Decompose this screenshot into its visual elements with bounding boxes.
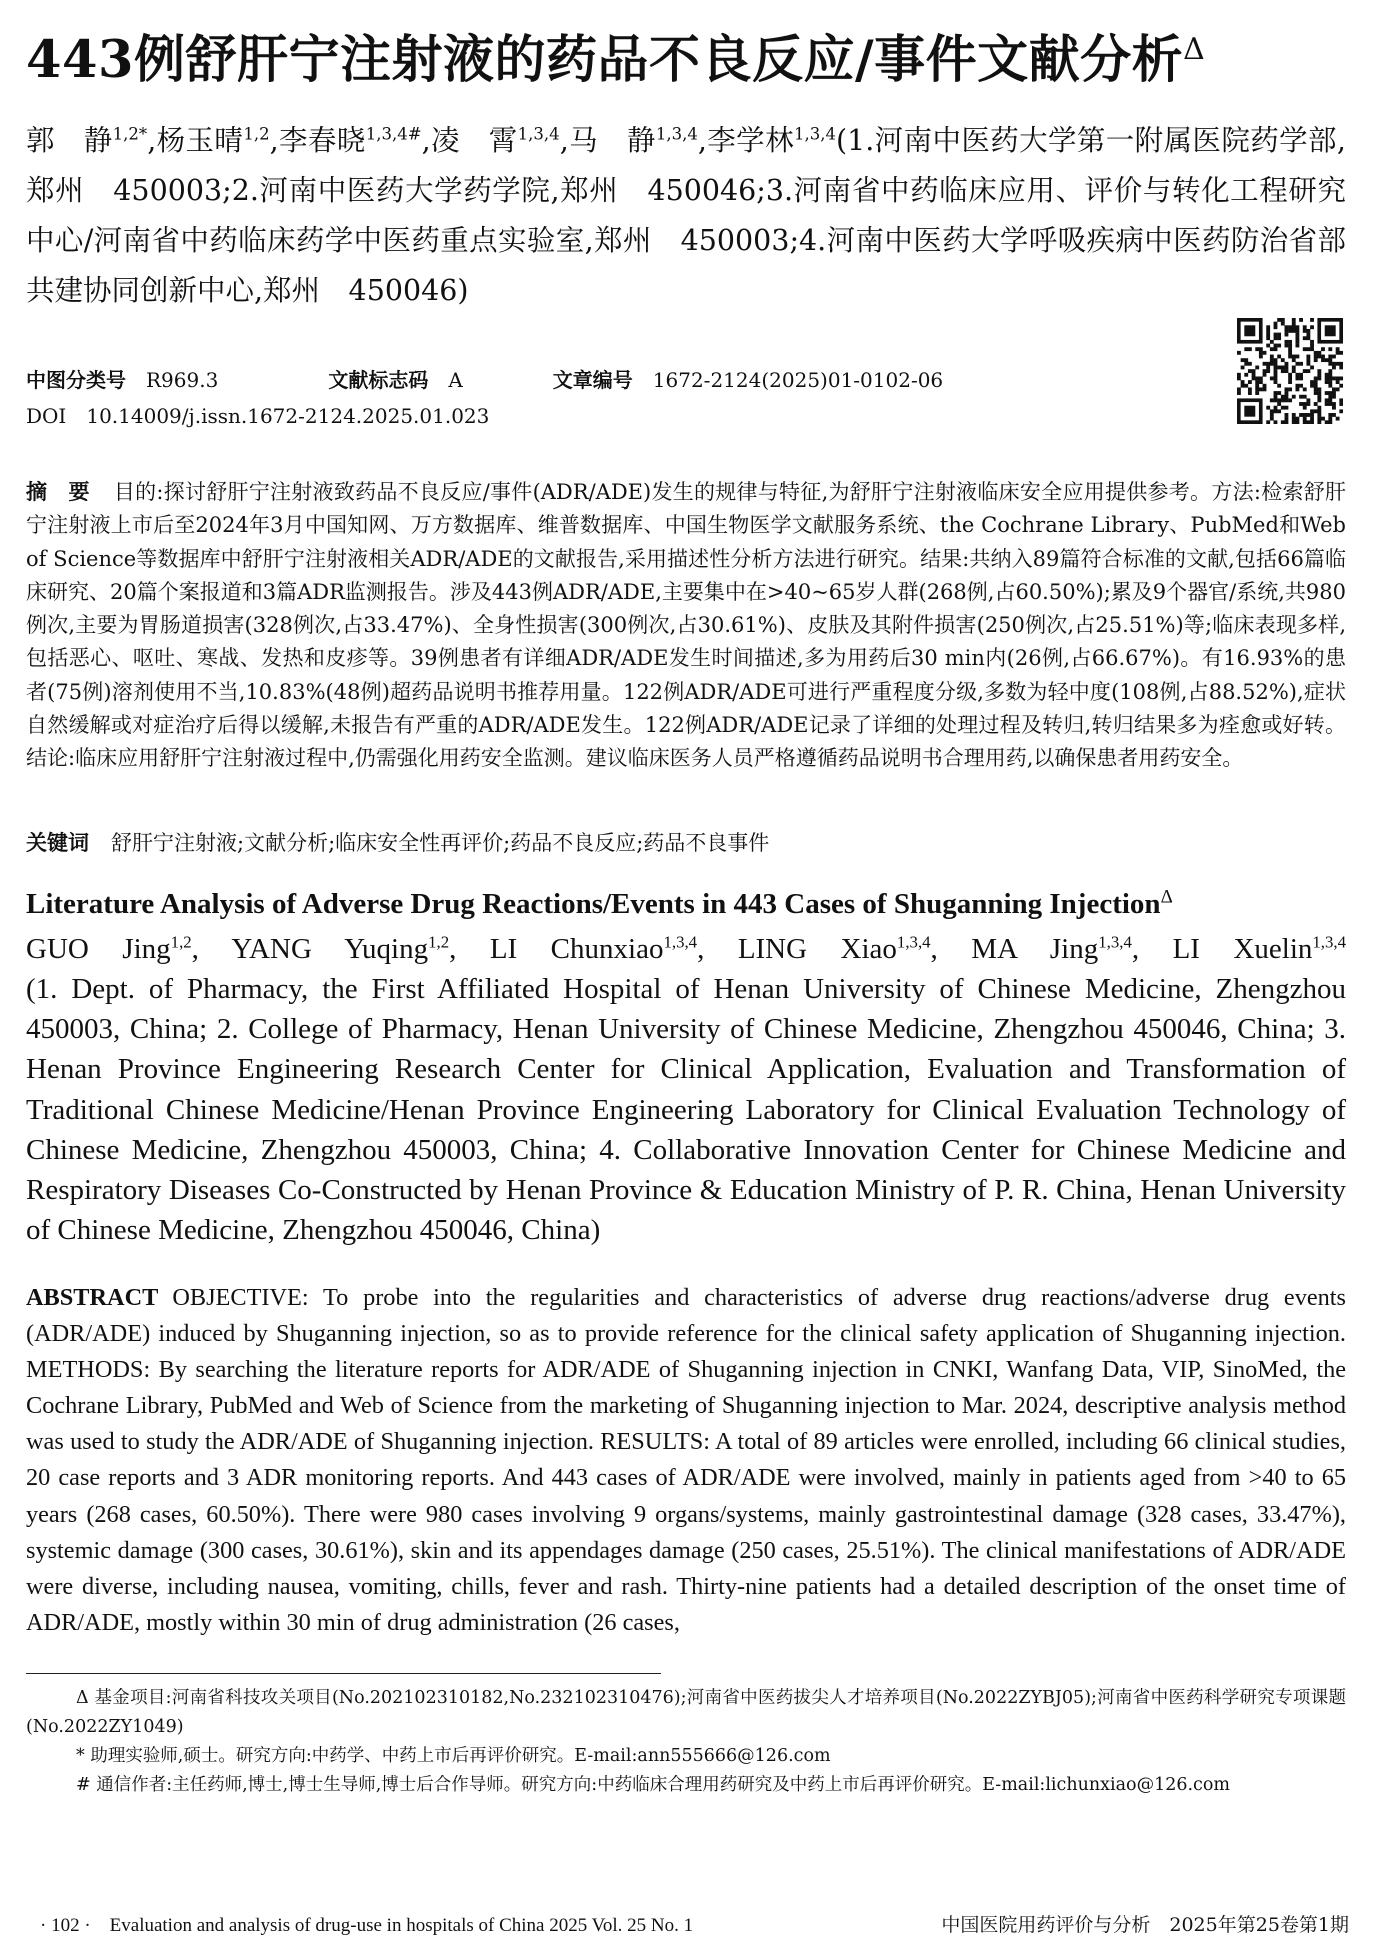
abstract-en-label: ABSTRACT — [26, 1284, 159, 1311]
english-authors: GUO Jing$^{1,2}$, YANG Yuqing$^{1,2}$, LI Chunxiao$^{1,3,4}$, LING Xiao$^{1,3,4}$, MA Jing$^{1,3,4}$, LI Xuelin$^{1,3,4}$ — [26, 932, 1346, 965]
chinese-keywords — [26, 827, 1346, 859]
footnotes — [26, 1684, 1346, 1800]
english-title — [26, 886, 1346, 922]
doi-label: DOI — [26, 404, 67, 428]
author-en: LI Chunxiao$^{1,3,4}$ — [489, 932, 698, 965]
clc-label: 中图分类号 — [26, 368, 126, 392]
chinese-authors-block: 郭 静$^{1,2*}$,杨玉晴$^{1,2}$,李春晓$^{1,3,4\#}$,凌 霄$^{1,3,4}$,马 静$^{1,3,4}$,李学林$^{1,3,4}$(1.河南中医药大学第一附属医院药学部,郑州 450003;2.河南中医药大学药学院,郑州 450046;3.河南省中药临床应用、评价与转化工程研究中心/河南省中药临床药学中医药重点实验室,郑州 450003;4.河南中医药大学呼吸疾病中医药防治省部共建协同创新中心,郑州 450046) — [26, 124, 1346, 307]
clc-value: R969.3 — [146, 368, 219, 392]
author-en: LI Xuelin$^{1,3,4}$ — [1172, 932, 1346, 965]
chinese-abstract — [26, 476, 1346, 776]
classification-row — [26, 362, 1206, 398]
doi-row — [26, 398, 1206, 434]
page-footer-left: · 102 · Evaluation and analysis of drug-use in hospitals of China 2025 Vol. 25 No. 1 — [40, 1915, 694, 1936]
abstract-en-text: OBJECTIVE: To probe into the regularities and characteristics of adverse drug reactions/adverse drug events (ADR/ADE) induced by Shuganning injection, so as to provide reference for the clinical safety application of Shuganning injection. METHODS: By searching the literature reports for ADR/ADE of Shuganning injection in CNKI, Wanfang Data, VIP, SinoMed, the Cochrane Library, PubMed and Web of Science from the marketing of Shuganning injection to Mar. 2024, descriptive analysis method was used to study the ADR/ADE of Shuganning injection. RESULTS: A total of 89 articles were enrolled, including 66 clinical studies, 20 case reports and 3 ADR monitoring reports. And 443 cases of ADR/ADE were involved, mainly in patients aged from >40 to 65 years (268 cases, 60.50%). There were 980 cases involving 9 organs/systems, mainly gastrointestinal damage (328 cases, 33.47%), systemic damage (300 cases, 30.61%), skin and its appendages damage (250 cases, 25.51%). The clinical manifestations of ADR/ADE were diverse, including nausea, vomiting, chills, fever and rash. Thirty-nine patients had a detailed description of the onset time of ADR/ADE, mostly within 30 min of drug administration (26 cases, — [26, 1284, 1346, 1636]
english-affiliations: (1. Dept. of Pharmacy, the First Affiliated Hospital of Henan University of Chinese Medicine, Zhengzhou 450003, China; 2. College of Pharmacy, Henan University of Chinese Medicine, Zhengzhou 450046, China; 3. Henan Province Engineering Research Center for Clinical Application, Evaluation and Transformation of Traditional Chinese Medicine/Henan Province Engineering Laboratory for Clinical Evaluation Technology of Chinese Medicine, Zhengzhou 450003, China; 4. Collaborative Innovation Center for Chinese Medicine and Respiratory Diseases Co-Constructed by Henan Province & Education Ministry of P. R. China, Henan University of Chinese Medicine, Zhengzhou 450046, China) — [26, 973, 1346, 1247]
author-en: MA Jing$^{1,3,4}$ — [971, 932, 1132, 965]
doc-code-label: 文献标志码 — [328, 368, 429, 392]
author-en: LING Xiao$^{1,3,4}$ — [737, 932, 931, 965]
footnote-fund: Δ 基金项目:河南省科技攻关项目(No.202102310182,No.232102310476);河南省中医药拔尖人才培养项目(No.2022ZYBJ05);河南省中医药科学研究专项课题(No.2022ZY1049) — [26, 1688, 1346, 1737]
chinese-affiliations: (1.河南中医药大学第一附属医院药学部,郑州 450003;2.河南中医药大学药学院,郑州 450046;3.河南省中药临床应用、评价与转化工程研究中心/河南省中药临床药学中医药重点实验室,郑州 450003;4.河南中医药大学呼吸疾病中医药防治省部共建协同创新中心,郑州 450046) — [26, 124, 1346, 307]
author-cn: 凌 霄$^{1,3,4}$ — [430, 124, 560, 157]
article-no-label: 文章编号 — [552, 368, 633, 392]
article-title — [26, 28, 1346, 92]
footnote-corresponding: # 通信作者:主任药师,博士,博士生导师,博士后合作导师。研究方向:中药临床合理用药研究及中药上市后再评价研究。E-mail:lichunxiao@126.com — [76, 1775, 1230, 1795]
page-footer-right: 中国医院用药评价与分析 2025年第25卷第1期 — [941, 1914, 1349, 1936]
footnote-divider — [26, 1673, 661, 1674]
doi-value: 10.14009/j.issn.1672-2124.2025.01.023 — [86, 404, 490, 428]
author-cn: 郭 静$^{1,2*}$ — [26, 124, 148, 157]
author-cn: 马 静$^{1,3,4}$ — [568, 124, 698, 157]
author-en: YANG Yuqing$^{1,2}$ — [231, 932, 450, 965]
article-no-value: 1672-2124(2025)01-0102-06 — [652, 368, 944, 392]
doc-code-value: A — [448, 368, 463, 392]
qr-code-icon — [1237, 318, 1343, 424]
english-title-mark: Δ — [1160, 886, 1173, 908]
footnote-first-author: * 助理实验师,硕士。研究方向:中药学、中药上市后再评价研究。E-mail:ann555666@126.com — [76, 1746, 831, 1766]
keywords-cn-text: 舒肝宁注射液;文献分析;临床安全性再评价;药品不良反应;药品不良事件 — [111, 831, 770, 855]
author-cn: 李学林$^{1,3,4}$ — [706, 124, 836, 157]
article-title-text: 443例舒肝宁注射液的药品不良反应/事件文献分析 — [26, 30, 1184, 90]
english-title-text: Literature Analysis of Adverse Drug Reactions/Events in 443 Cases of Shuganning Injection — [26, 888, 1161, 920]
abstract-cn-label: 摘 要 — [26, 480, 90, 504]
title-fund-mark: Δ — [1183, 32, 1206, 67]
abstract-cn-text: 目的:探讨舒肝宁注射液致药品不良反应/事件(ADR/ADE)发生的规律与特征,为舒肝宁注射液临床安全应用提供参考。方法:检索舒肝宁注射液上市后至2024年3月中国知网、万方数据库、维普数据库、中国生物医学文献服务系统、the Cochrane Library、PubMed和Web of Science等数据库中舒肝宁注射液相关ADR/ADE的文献报告,采用描述性分析方法进行研究。结果:共纳入89篇符合标准的文献,包括66篇临床研究、20篇个案报道和3篇ADR监测报告。涉及443例ADR/ADE,主要集中在>40~65岁人群(268例,占60.50%);累及9个器官/系统,共980例次,主要为胃肠道损害(328例次,占33.47%)、全身性损害(300例次,占30.61%)、皮肤及其附件损害(250例次,占25.51%)等;临床表现多样,包括恶心、呕吐、寒战、发热和皮疹等。39例患者有详细ADR/ADE发生时间描述,多为用药后30 min内(26例,占66.67%)。有16.93%的患者(75例)溶剂使用不当,10.83%(48例)超药品说明书推荐用量。122例ADR/ADE可进行严重程度分级,多数为轻中度(108例,占88.52%),症状自然缓解或对症治疗后得以缓解,未报告有严重的ADR/ADE发生。122例ADR/ADE记录了详细的处理过程及转归,转归结果多为痊愈或好转。结论:临床应用舒肝宁注射液过程中,仍需强化用药安全监测。建议临床医务人员严格遵循药品说明书合理用药,以确保患者用药安全。 — [26, 480, 1346, 771]
english-abstract — [26, 1280, 1346, 1641]
author-cn: 李春晓$^{1,3,4\#}$ — [278, 124, 422, 157]
keywords-cn-label: 关键词 — [26, 831, 89, 855]
author-en: GUO Jing$^{1,2}$ — [26, 932, 192, 965]
author-cn: 杨玉晴$^{1,2}$ — [156, 124, 270, 157]
article-metadata — [26, 362, 1206, 434]
